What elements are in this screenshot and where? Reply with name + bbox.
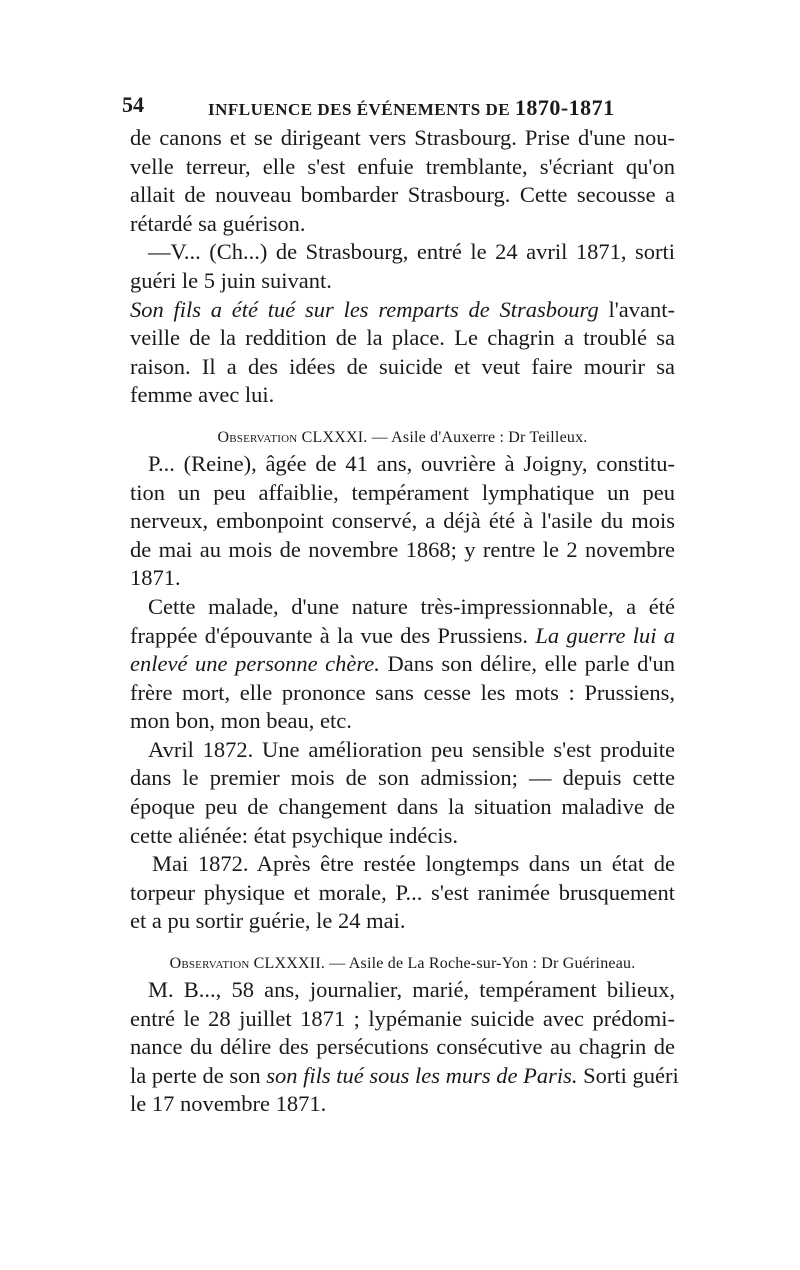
text-line: Cette malade, d'une nature très-impressionnable, a été xyxy=(148,593,675,619)
text-line: Avril 1872. Une amélioration peu sensible s'est produite xyxy=(148,736,675,762)
text-span: Sorti guéri xyxy=(577,1062,679,1088)
text-line: P... (Reine), âgée de 41 ans, ouvrière à Joigny, constitu- xyxy=(148,450,675,476)
italic-span: La guerre lui a xyxy=(535,622,675,648)
observation-location: — Asile de La Roche-sur-Yon : Dr Guérineau. xyxy=(325,955,636,973)
text-line: dans le premier mois de son admission; — depuis cette xyxy=(130,765,675,791)
text-line: nerveux, embonpoint conservé, a déjà été à l'asile du mois xyxy=(130,508,675,534)
text-line: frère mort, elle prononce sans cesse les mots : Prussiens, xyxy=(130,679,675,705)
observation-location: — Asile d'Auxerre : Dr Teilleux. xyxy=(367,428,588,446)
text-line: 1871. xyxy=(130,565,181,591)
text-line: veille de la reddition de la place. Le chagrin a troublé sa xyxy=(130,325,675,351)
italic-span: enlevé une personne chère. xyxy=(130,651,380,677)
text-line: guéri le 5 juin suivant. xyxy=(130,267,332,293)
running-title-years: 1870-1871 xyxy=(514,95,615,120)
text-span: frappée d'épouvante à la vue des Prussiens. xyxy=(130,622,536,648)
observation-label: Observation CLXXXI. xyxy=(217,428,368,446)
body-text xyxy=(130,124,679,1119)
text-line: Mai 1872. Après être restée longtemps dans un état de xyxy=(152,851,675,877)
text-line: nance du délire des persécutions consécutive au chagrin de xyxy=(130,1034,675,1060)
text-line: mon bon, mon beau, etc. xyxy=(130,708,352,734)
text-line: entré le 28 juillet 1871 ; lypémanie suicide avec prédomi- xyxy=(130,1005,675,1031)
text-line: velle terreur, elle s'est enfuie tremblante, s'écriant qu'on xyxy=(130,153,675,179)
italic-span: son fils tué sous les murs de Paris. xyxy=(266,1062,578,1088)
italic-span: Son fils a été tué sur les remparts de Strasbourg xyxy=(130,296,599,322)
observation-label: Observation CLXXXII. xyxy=(169,955,326,973)
text-line xyxy=(130,296,675,325)
running-title xyxy=(208,95,615,121)
text-line: de canons et se dirigeant vers Strasbourg. Prise d'une nou- xyxy=(130,125,675,150)
text-line xyxy=(130,1062,679,1091)
text-line: —V... (Ch...) de Strasbourg, entré le 24 avril 1871, sorti xyxy=(148,239,675,265)
text-line: torpeur physique et morale, P... s'est ranimée brusquement xyxy=(130,879,675,905)
text-line: le 17 novembre 1871. xyxy=(130,1091,327,1117)
text-line: cette aliénée: état psychique indécis. xyxy=(130,822,458,848)
text-span: Dans son délire, elle parle d'un xyxy=(379,651,675,677)
text-line: tion un peu affaiblie, tempérament lymphatique un peu xyxy=(130,479,675,505)
text-line: femme avec lui. xyxy=(130,382,275,408)
text-line: de mai au mois de novembre 1868; y rentre le 2 novembre xyxy=(130,536,675,562)
running-title-text: INFLUENCE DES ÉVÉNEMENTS DE xyxy=(208,100,515,119)
observation-heading-181 xyxy=(130,416,675,450)
observation-heading-182 xyxy=(130,942,675,976)
text-line: M. B..., 58 ans, journalier, marié, tempérament bilieux, xyxy=(148,977,675,1003)
text-line xyxy=(130,622,675,651)
page-header xyxy=(122,92,682,122)
text-span: la perte de son xyxy=(130,1062,267,1088)
text-line: et a pu sortir guérie, le 24 mai. xyxy=(130,908,406,934)
text-line: allait de nouveau bombarder Strasbourg. Cette secousse a xyxy=(130,182,675,208)
page-number: 54 xyxy=(122,92,144,117)
text-line: époque peu de changement dans la situation maladive de xyxy=(130,794,675,820)
text-line xyxy=(130,650,675,679)
text-span: l'avant- xyxy=(598,296,675,322)
text-line: rétardé sa guérison. xyxy=(130,210,306,236)
text-line: raison. Il a des idées de suicide et veut faire mourir sa xyxy=(130,353,675,379)
